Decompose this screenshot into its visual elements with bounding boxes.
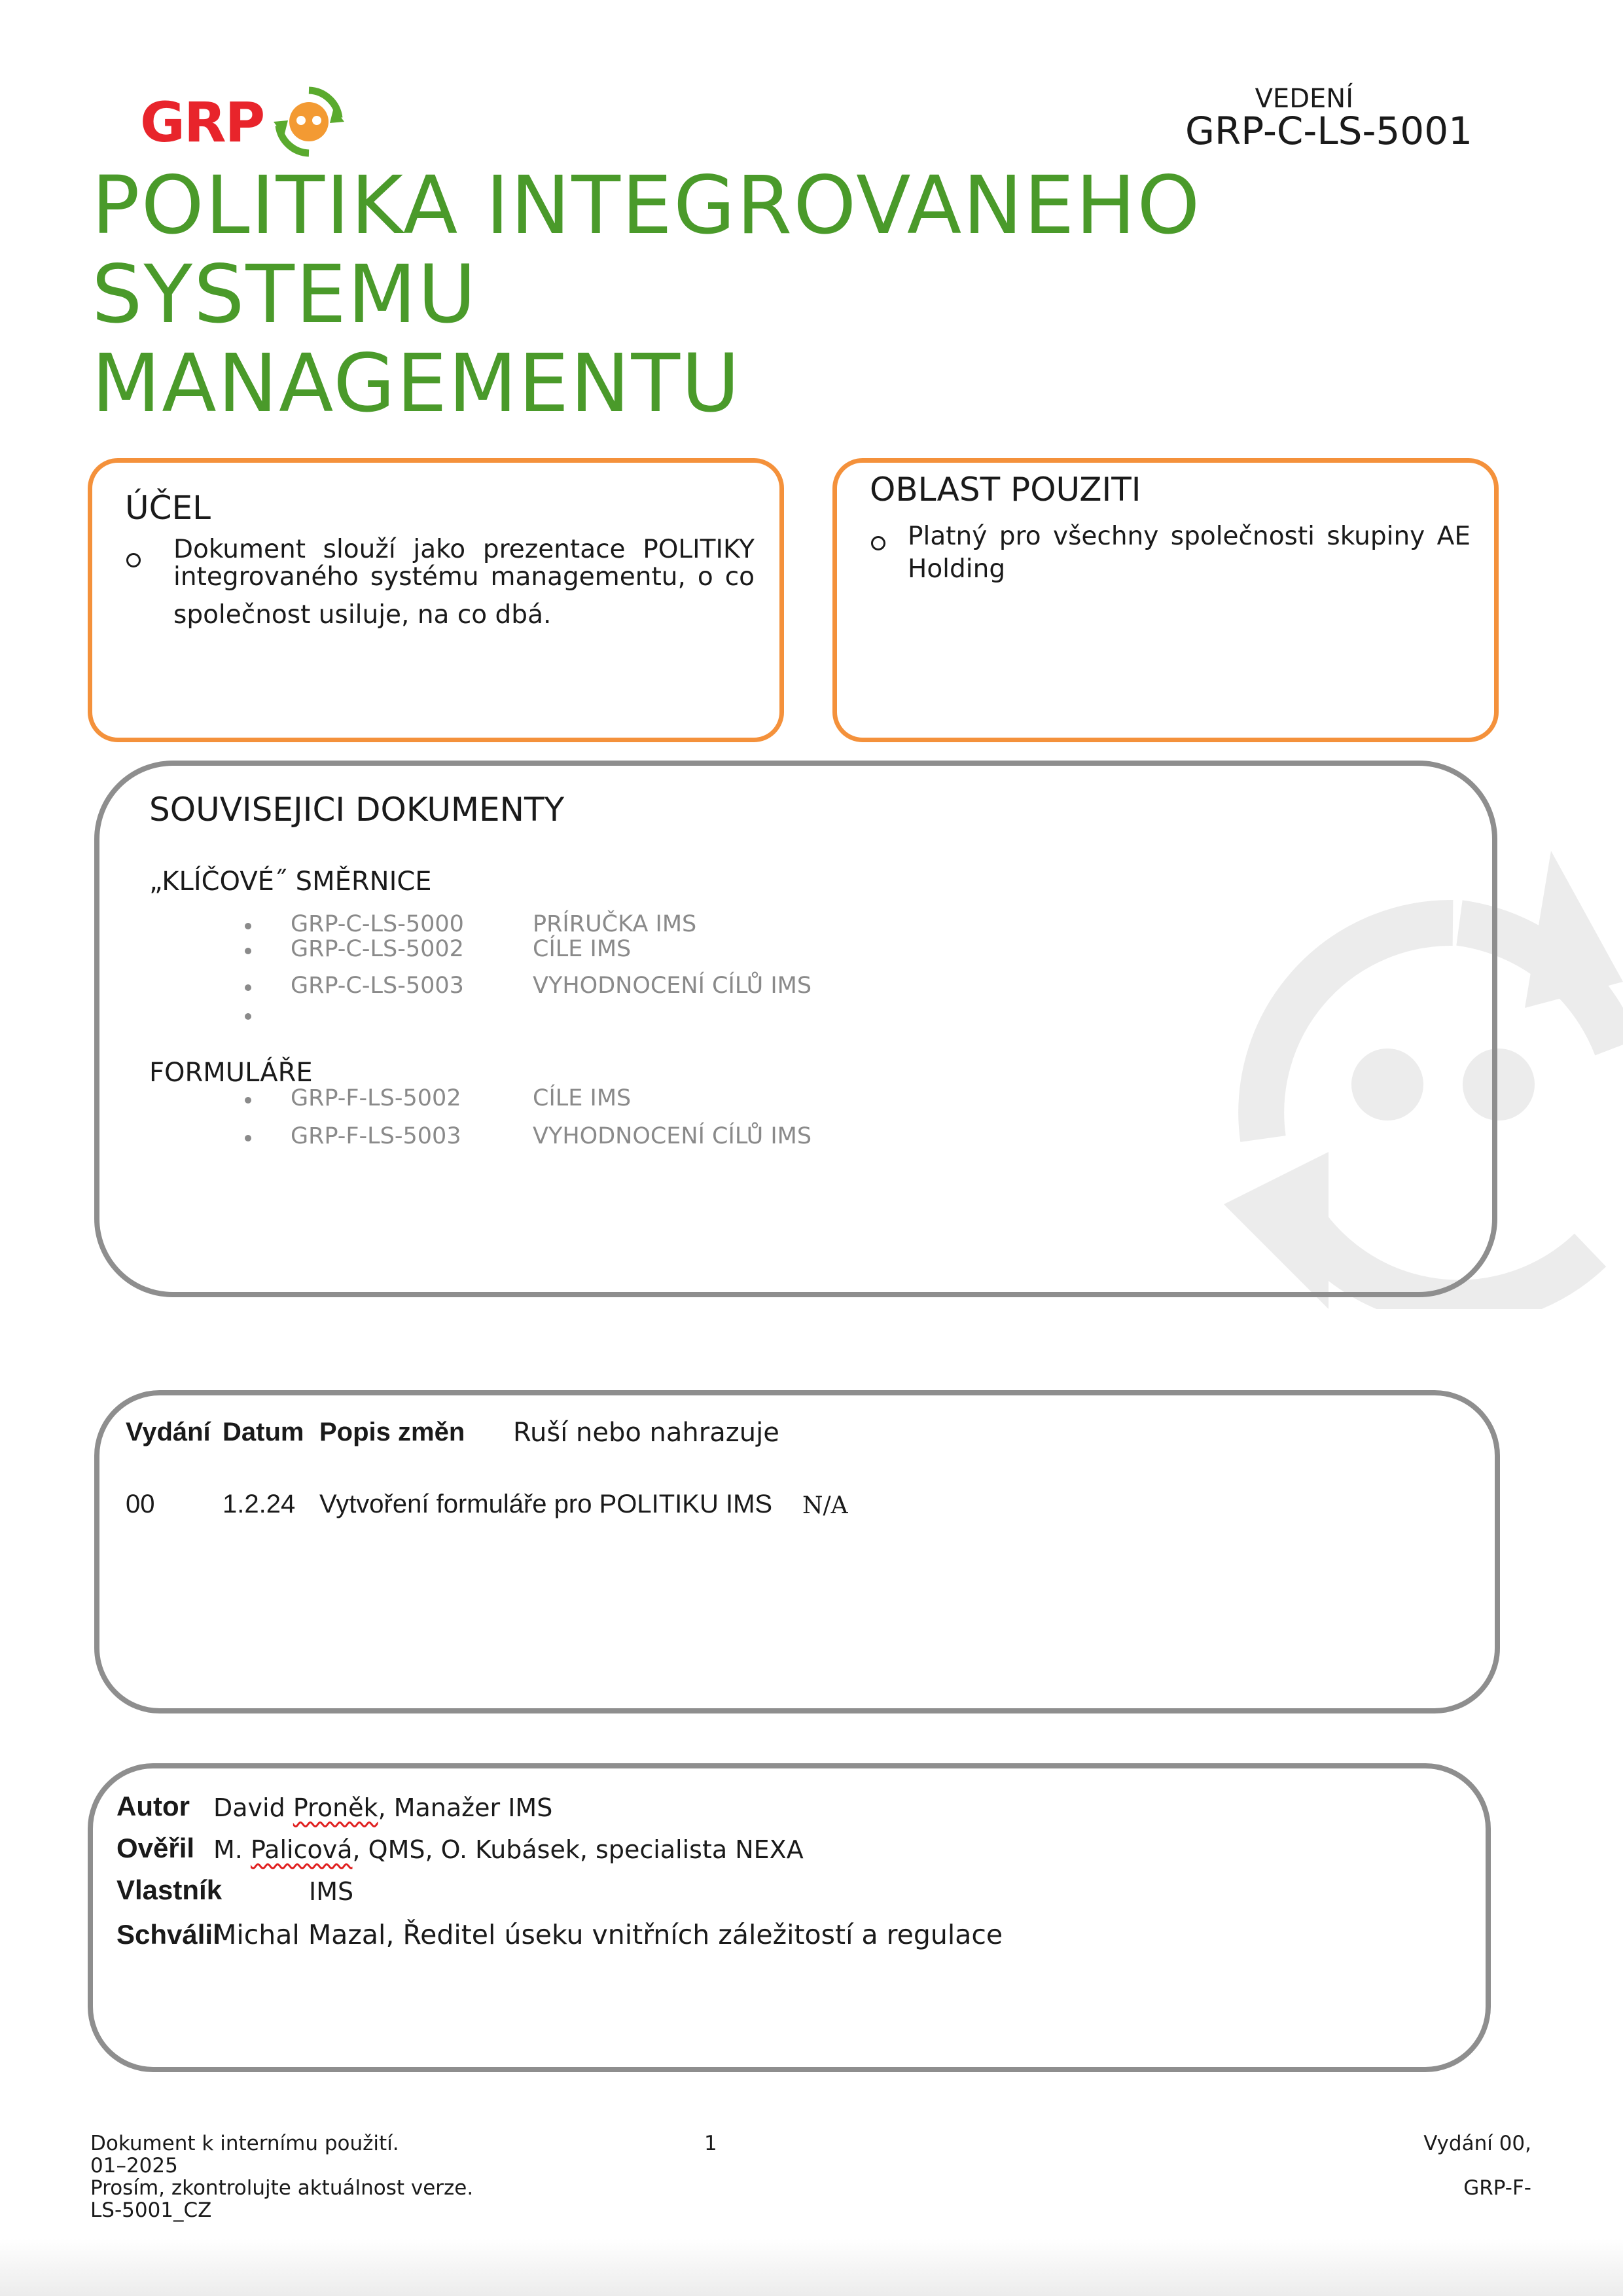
title-line-2: MANAGEMENTU	[92, 337, 741, 430]
header-issue: Vydání	[126, 1418, 211, 1446]
page-bottom-shade	[0, 2238, 1623, 2296]
row-issue: 00	[126, 1490, 155, 1518]
scope-text: Platný pro všechny společnosti skupiny AE Holding	[908, 522, 1471, 584]
spellcheck-word: Proněk	[293, 1793, 378, 1822]
scope-box	[832, 458, 1499, 742]
page-number: 1	[704, 2132, 717, 2155]
title-line-1: POLITIKA INTEGROVANEHO SYSTEMU	[92, 159, 1202, 341]
bullet-circle	[871, 536, 885, 550]
department-label: VEDENÍ	[1255, 84, 1353, 114]
company-logo	[140, 84, 349, 160]
purpose-heading: ÚČEL	[125, 489, 211, 527]
document-code: GRP-C-LS-5001	[1185, 109, 1472, 153]
author-value: David Proněk, Manažer IMS	[213, 1793, 553, 1822]
spellcheck-word: Palicová	[250, 1835, 353, 1864]
header-date: Datum	[223, 1418, 304, 1446]
bullet-dot	[245, 1135, 251, 1141]
revision-history-box	[94, 1390, 1500, 1713]
verified-label: Ověřil	[116, 1833, 195, 1863]
approved-label: Schválil	[116, 1919, 221, 1950]
owner-label: Vlastník	[116, 1874, 223, 1905]
bullet-dot	[245, 923, 251, 929]
logo-smiley-icon	[271, 84, 347, 160]
approved-value: Michal Mazal, Ředitel úseku vnitřních záležitostí a regulace	[213, 1919, 1003, 1950]
page-title	[92, 161, 1531, 428]
purpose-box	[88, 458, 784, 742]
bullet-dot	[245, 984, 251, 991]
purpose-text: Dokument slouží jako prezentace POLITIKY integrovaného systému managementu, o co společnost usiluje, na co dbá.	[173, 535, 755, 630]
owner-value: IMS	[309, 1877, 354, 1906]
footer-left: Dokument k internímu použití. 01–2025 Prosím, zkontrolujte aktuálnost verze. LS-5001_CZ	[90, 2132, 474, 2222]
bullet-circle	[126, 553, 141, 567]
logo-text: GRP	[140, 90, 264, 154]
row-description: Vytvoření formuláře pro POLITIKU IMS	[319, 1490, 773, 1518]
forms-heading: FORMULÁŘE	[149, 1058, 313, 1088]
footer-right: Vydání 00, GRP-F-	[1423, 2132, 1531, 2200]
approvals-box	[88, 1763, 1491, 2072]
verified-value: M. Palicová, QMS, O. Kubásek, specialista NEXA	[213, 1835, 804, 1864]
author-label: Autor	[116, 1791, 190, 1821]
scope-heading: OBLAST POUZITI	[870, 471, 1141, 509]
empty-bullet-dot	[245, 1013, 251, 1020]
related-documents-box: SOUVISEJICI DOKUMENTY „KLÍČOVÉ˝ SMĚRNICE GRP-C-LS-5000 PRÍRUČKA IMS GRP-C-LS-5002 CÍLE IMS GRP-C-LS-5003 VYHODNOCENÍ CÍLŮ IMS FORMULÁŘE GRP-F-LS-5002 CÍLE IMS GRP-F-LS-5003 VYHODNOCENÍ CÍLŮ IMS	[94, 761, 1497, 1297]
bullet-dot	[245, 1097, 251, 1103]
header-description: Popis změn	[319, 1418, 465, 1446]
bullet-dot	[245, 948, 251, 954]
row-replaces: N/A	[802, 1492, 848, 1519]
row-date: 1.2.24	[223, 1490, 296, 1518]
header-replaces: Ruší nebo nahrazuje	[513, 1418, 779, 1448]
key-directives-heading: „KLÍČOVÉ˝ SMĚRNICE	[149, 867, 432, 897]
related-heading: SOUVISEJICI DOKUMENTY	[149, 791, 565, 829]
